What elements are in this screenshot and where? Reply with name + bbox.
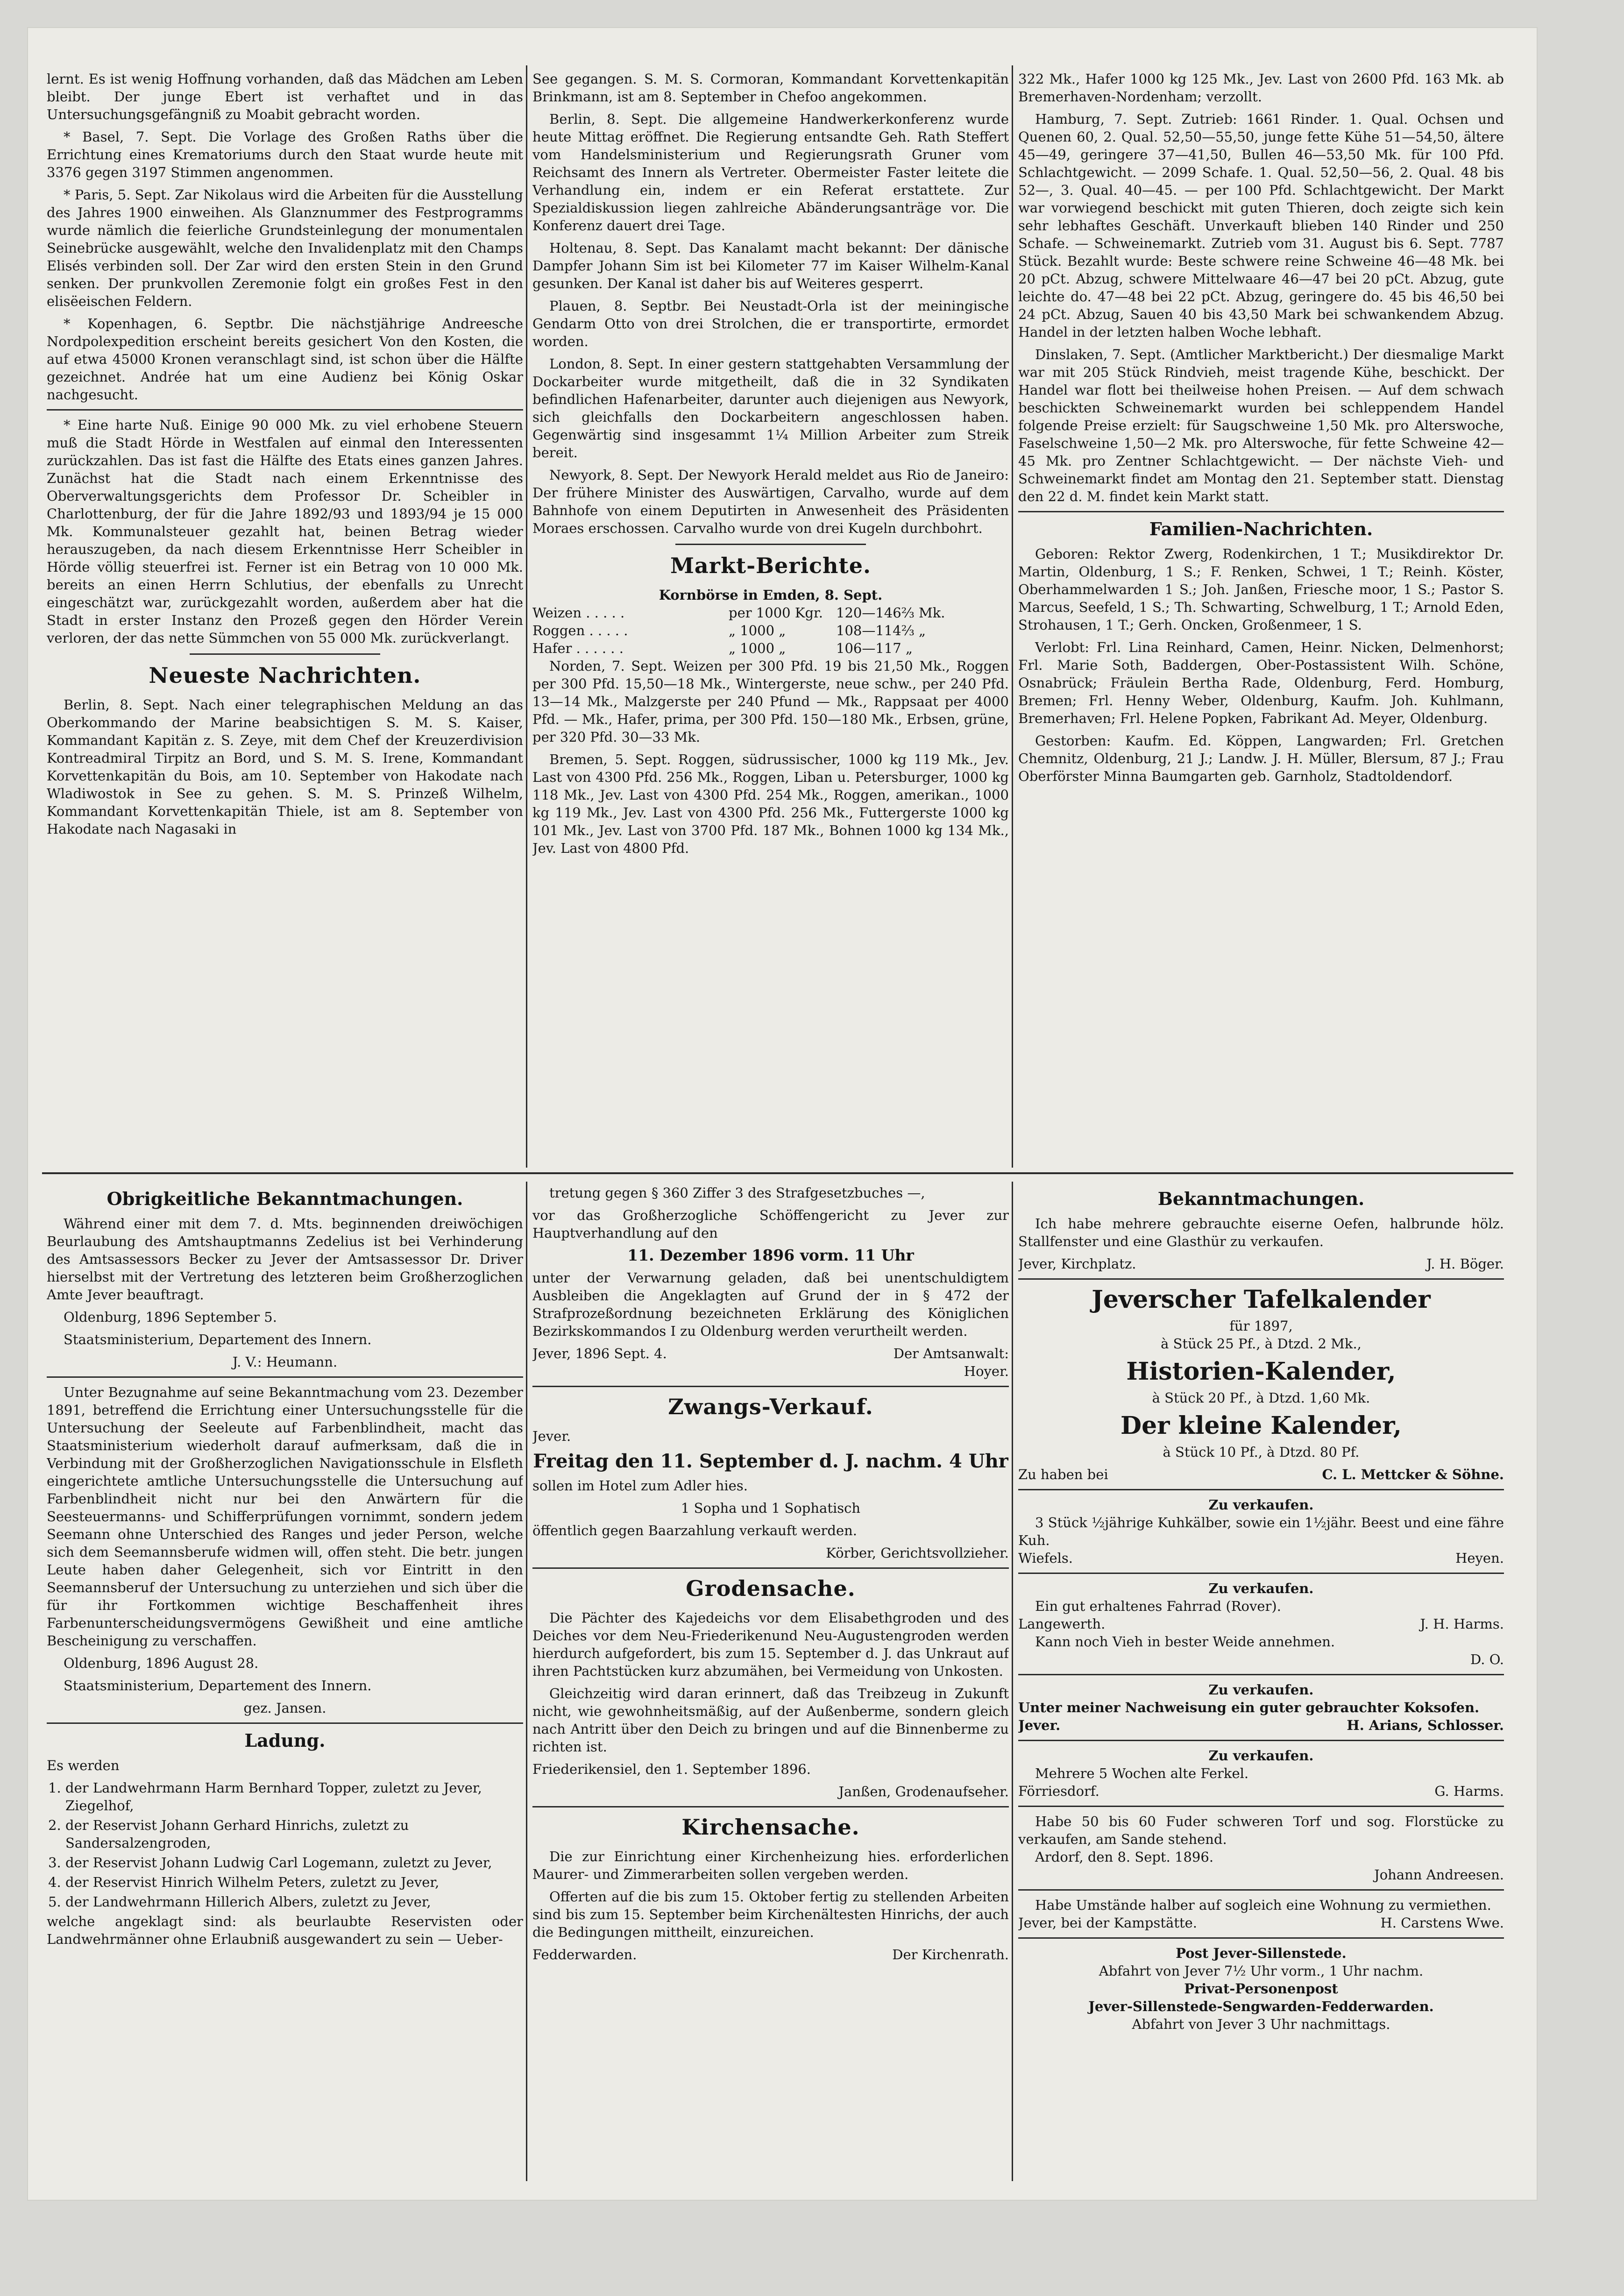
divider [532,1806,1009,1807]
section-heading: Obrigkeitliche Bekanntmachungen. [106,1188,463,1209]
article-kopenhagen: * Kopenhagen, 6. Septbr. Die nächstjährige Andreesche Nordpolexpedition erscheint bereits gesichert Von den Kosten, die auf etwa 45000 Kronen veranschlagt sind, ist schon über die Hälfte gezeichnet. Andrée hat um eine Audienz bei König Oskar nachgesucht. [47,316,523,403]
top-column-1 [47,70,523,843]
newspaper-page [28,28,1537,2200]
column-rule [1012,1182,1013,2181]
column-rule [526,1182,527,2181]
calendar-sub: à Stück 10 Pf., à Dtzd. 80 Pf. [1163,1444,1360,1460]
sign-place: Jever, Kirchplatz. [1018,1256,1136,1272]
notice-authority: Staatsministerium, Departement des Innern. [64,1332,372,1347]
ad-title: Zu verkaufen. [1208,1682,1314,1698]
table-row: Hafer . . . . . . „ 1000 „ 106—117 „ [532,640,913,656]
divider [1018,1740,1504,1741]
signature-row [1018,1466,1504,1483]
post-title: Post Jever-Sillenstede. [1176,1945,1347,1961]
sign-name: J. H. Böger. [1426,1256,1504,1272]
article-norden: Norden, 7. Sept. Weizen per 300 Pfd. 19 bis 21,50 Mk., Roggen per 300 Pfd. 15,50—18 Mk., Wintergerste, neue schw., per 240 Pfd. 13—14 Mk., Malzgerste per 240 Pfund — Mk., Rappsaat per 4000 Pfd. — Mk., Hafer, prima, per 300 Pfd. 150—180 Mk., Erbsen, grüne, per 320 Pfd. 30—33 Mk. [532,658,1009,745]
sign-place: Friederikensiel, den 1. September 1896. [532,1761,811,1777]
post-route: Jever-Sillenstede-Sengwarden-Fedderwarden. [1088,1998,1434,2014]
family-births: Geboren: Rektor Zwerg, Rodenkirchen, 1 T.; Musikdirektor Dr. Martin, Oldenburg, 1 S.; F. Renken, Schwei, 1 T.; Reinh. Köster, Oberhammelwarden 1 S.; Joh. Janßen, Friesche moor, 1 S.; Pastor S. Marcus, Seefeld, 1 S.; Th. Schwarting, Schwelburg, 1 T.; Arnold Eden, Strohausen, 1 T.; Gerh. Oncken, Großenmeer, 1 S. [1018,546,1504,633]
sign-name: Hoyer. [964,1363,1009,1379]
article-london: London, 8. Sept. In einer gestern stattgehabten Versammlung der Dockarbeiter wurde mitgetheilt, daß die in 32 Syndikaten befindlichen Hafenarbeiter, darunter auch diejenigen aus Newyork, sich gleichfalls den Dockarbeitern angeschlossen haben. Gegenwärtig sind insgesammt 1¼ Million Arbeiter zum Streik bereit. [532,356,1009,461]
divider [532,1567,1009,1569]
classified-ad [1018,1896,1504,1932]
article-text: lernt. Es ist wenig Hoffnung vorhanden, daß das Mädchen am Leben bleibt. Der junge Ebert ist verhaftet und in das Untersuchungsgefängniß zu Moabit gebracht worden. [47,71,523,122]
divider [1018,511,1504,512]
ad-text: 3 Stück ½jährige Kuhkälber, sowie ein 1½jähr. Beest und eine fähre Kuh. [1018,1515,1504,1548]
sign-place: Jever, 1896 Sept. 4. [532,1346,667,1361]
signature-row: Förriesdorf. G. Harms. [1018,1783,1504,1799]
bottom-column-1 [47,1184,523,1953]
calendar-title: Jeverscher Tafelkalender [1092,1285,1431,1314]
classified-ad [1018,1633,1504,1668]
hearing-date: 11. Dezember 1896 vorm. 11 Uhr [627,1246,914,1264]
divider [190,653,380,655]
auction-date: Freitag den 11. September d. J. nachm. 4 Uhr [533,1450,1008,1472]
article-basel: * Basel, 7. Sept. Die Vorlage des Großen Raths über die Errichtung eines Krematoriums durch den Staat wurde heute mit 3376 gegen 3197 Stimmen angenommen. [47,129,523,180]
calendar-title: Der kleine Kalender, [1120,1411,1402,1440]
classified-ad [1018,1580,1504,1633]
signature-row [532,1946,1009,1963]
divider [532,1386,1009,1387]
list-item: 1. der Landwehrmann Harm Bernhard Topper, zuletzt zu Jever, Ziegelhof, [65,1779,523,1814]
notice-signature: J. V.: Heumann. [232,1354,338,1370]
column-rule [1012,65,1013,1168]
notice-text: sollen im Hotel zum Adler hies. [532,1478,748,1494]
list-item: 3. der Reservist Johann Ludwig Carl Logemann, zuletzt zu Jever, [65,1854,523,1871]
article-newyork: Newyork, 8. Sept. Der Newyork Herald meldet aus Rio de Janeiro: Der frühere Minister des Auswärtigen, Carvalho, wurde auf dem Bahnhofe von einem Deputirten in Anwesenheit des Präsidenten Moraes erschossen. Carvalho wurde von drei Kugeln durchbohrt. [532,467,1009,536]
article-hamburg: Hamburg, 7. Sept. Zutrieb: 1661 Rinder. 1. Qual. Ochsen und Quenen 60, 2. Qual. 52,50—55,50, junge fette Kühe 51—54,50, ältere 45—49, geringere 37—41,50, Bullen 46—53,50 Mk. für 100 Pfd. Schlachtgewicht. — 2099 Schafe. 1. Qual. 52,50—56, 2. Qual. 48 bis 52—, 3. Qual. 40—45. — per 100 Pfd. Schlachtgewicht. Der Markt war vorwiegend beschickt mit guten Thieren, doch zeigte sich kein sehr lebhaftes Geschäft. Unverkauft blieben 140 Rinder und 250 Schafe. — Schweinemarkt. Zutrieb vom 31. August bis 6. Sept. 7787 Stück. Bezahlt wurde: Beste schwere reine Schweine 46—48 Mk. bei 20 pCt. Abzug, schwere Mittelwaare 46—47 bei 20 pCt. Abzug, gute leichte do. 47—48 bei 22 pCt. Abzug, geringere do. 45 bis 46,50 bei 24 pCt. Abzug, Sauen 40 bis 43,50 Mark bei schwankendem Abzug. Handel in der letzten halben Woche lebhaft. [1018,111,1504,340]
ad-text: Habe 50 bis 60 Fuder schweren Torf und sog. Florstücke zu verkaufen, am Sande stehend. [1018,1814,1504,1847]
divider [1018,1889,1504,1891]
list-item: 4. der Reservist Hinrich Wilhelm Peters, zuletzt zu Jever, [65,1873,523,1891]
section-heading: Ladung. [244,1730,326,1751]
notice-signature: gez. Jansen. [243,1700,326,1716]
table-row: Roggen . . . . . „ 1000 „ 108—114⅔ „ [532,623,926,638]
section-heading: Zwangs-Verkauf. [668,1394,873,1419]
section-heading: Neueste Nachrichten. [149,663,421,688]
table-row: Weizen . . . . . per 1000 Kgr. 120—146⅔ Mk. [532,605,945,621]
calendar-title: Historien-Kalender, [1126,1357,1396,1386]
list-item: 5. der Landwehrmann Hillerich Albers, zuletzt zu Jever, [65,1893,523,1911]
notice-authority: Staatsministerium, Departement des Innern. [64,1678,372,1694]
divider [47,409,523,411]
section-heading: Grodensache. [686,1576,856,1601]
notice-text: welche angeklagt sind: als beurlaubte Reservisten oder Landwehrmänner ohne Erlaubniß ausgewandert zu sein — Ueber- [47,1913,523,1947]
section-divider [42,1172,1513,1174]
notice-date: Oldenburg, 1896 September 5. [64,1309,277,1325]
ad-title: Zu verkaufen. [1208,1497,1314,1513]
article-harte-nuss: * Eine harte Nuß. Einige 90 000 Mk. zu viel erhobene Steuern muß die Stadt Hörde in Westfalen auf einmal den Interessenten zurückzahlen. Das ist fast die Hälfte des Etats eines ganzen Jahres. Zunächst hat die Stadt nach einem Erkenntnisse des Oberverwaltungsgerichts dem Professor Dr. Scheibler in Charlottenburg, der für die Jahre 1892/93 und 1893/94 je 15 000 Mk. Kommunalsteuer gezahlt hat, beinen Betrag wieder herauszugeben, da nach diesem Erkenntnisse Herr Scheibler in Hörde völlig steuerfrei ist. Ferner ist ein Betrag von 10 000 Mk. bereits an einen Herrn Schlutius, der ebenfalls zu Unrecht eingeschätzt war, zurückgezahlt worden, außerdem aber hat die Stadt in erster Instanz den Prozeß gegen den Hörder Verein verloren, der das nette Sümmchen von 55 000 Mk. zurückverlangt. [47,417,523,646]
notice-text: Gleichzeitig wird daran erinnert, daß das Treibzeug in Zukunft nicht, wie gewohnheitsmäßig, auf der Außenberme, sondern gleich nach Antritt über den Deich zu bringen und auf die Binnenberme zu richten ist. [532,1686,1009,1755]
sign-name: Körber, Gerichtsvollzieher. [826,1545,1009,1561]
ad-title: Zu verkaufen. [1208,1748,1314,1764]
sign-name: C. L. Mettcker & Söhne. [1322,1467,1504,1482]
grain-table [532,604,1009,657]
column-rule [526,65,527,1168]
notice-text: Die Pächter des Kajedeichs vor dem Elisabethgroden und des Deiches vor dem Neu-Friederikenund Neu-Augustengroden werden hierdurch aufgefordert, bis zum 15. September d. J. das Unkraut auf ihren Pachtstücken kurz abzumähen, bei Vermeidung von Unkosten. [532,1610,1009,1679]
notice-text: Es werden [47,1757,120,1773]
family-engagements: Verlobt: Frl. Lina Reinhard, Camen, Heinr. Nicken, Delmenhorst; Frl. Marie Soth, Baddergen, Ober-Postassistent Wilh. Schöne, Osnabrück; Fräulein Bertha Rade, Oldenburg, Ferd. Homburg, Bremen; Frl. Henny Weber, Oldenburg, Kaufm. Joh. Kuhlmann, Bremerhaven; Frl. Helene Popken, Fabrikant Ad. Meyer, Oldenburg. [1018,639,1504,726]
ad-text: Unter meiner Nachweisung ein guter gebrauchter Koksofen. [1018,1700,1480,1715]
post-schedule: Abfahrt von Jever 3 Uhr nachmittags. [1132,2016,1390,2032]
notice-date: Oldenburg, 1896 August 28. [64,1655,259,1671]
calendar-sub: à Stück 20 Pf., à Dtzd. 1,60 Mk. [1152,1390,1370,1406]
classified-ad [1018,1813,1504,1884]
top-column-3 [1018,70,1504,790]
divider [1018,1573,1504,1574]
signature-row: Johann Andreesen. [1374,1867,1504,1883]
article-berlin: Berlin, 8. Sept. Die allgemeine Handwerkerkonferenz wurde heute Mittag eröffnet. Die Regierung entsandte Geh. Rath Steffert vom Handelsministerium und Regierungsrath Gruner vom Reichsamt des Innern als Vertreter. Obermeister Faster leitete die Verhandlung ein, indem er ein Referat erstattete. Zur Spezialdiskussion liegen zahlreiche Abänderungsanträge vor. Die Konferenz dauert drei Tage. [532,111,1009,234]
notice-text: Die zur Einrichtung einer Kirchenheizung hies. erforderlichen Maurer- und Zimmerarbeiten sollen vergeben werden. [532,1849,1009,1882]
divider [1018,1278,1504,1280]
ad-text: Ich habe mehrere gebrauchte eiserne Oefen, halbrunde hölz. Stallfenster und eine Glasthür zu verkaufen. [1018,1216,1504,1249]
article-text: See gegangen. S. M. S. Cormoran, Kommandant Korvettenkapitän Brinkmann, ist am 8. September in Chefoo angekommen. [532,71,1009,105]
signature-row [1018,1255,1504,1273]
ad-text: Habe Umstände halber auf sogleich eine Wohnung zu vermiethen. [1035,1897,1491,1913]
section-heading: Familien-Nachrichten. [1149,518,1373,539]
auction-place: Jever. [532,1428,571,1444]
classified-ad [1018,1496,1504,1567]
article-holtenau: Holtenau, 8. Sept. Das Kanalamt macht bekannt: Der dänische Dampfer Johann Sim ist bei Kilometer 77 im Kaiser Wilhelm-Kanal gesunken. Der Kanal ist daher bis auf Weiteres gesperrt. [532,240,1009,291]
ad-text: Mehrere 5 Wochen alte Ferkel. [1035,1765,1249,1781]
sign-place: Zu haben bei [1018,1467,1108,1482]
signature-row: Jever. H. Arians, Schlosser. [1018,1717,1504,1733]
notice-text: unter der Verwarnung geladen, daß bei unentschuldigtem Ausbleiben die Angeklagten auf Grund der in § 472 der Strafprozeßordnung bezeichneten Erklärung des Königlichen Bezirkskommandos I zu Oldenburg werden verurtheilt werden. [532,1270,1009,1339]
section-heading: Markt-Berichte. [670,553,871,578]
sign-name: Janßen, Grodenaufseher. [838,1784,1009,1800]
ad-title: Zu verkaufen. [1208,1580,1314,1596]
calendar-sub: für 1897, [1229,1318,1293,1334]
sign-name: Der Kirchenrath. [892,1947,1009,1963]
notice-text: Während einer mit dem 7. d. Mts. beginnenden dreiwöchigen Beurlaubung des Amtshauptmanns Zedelius ist bei Verhinderung des Amtsassessors Becker zu Jever der Amtsassessor Dr. Driver hierselbst mit der Vertretung des letzteren beim Großherzoglichen Amte Jever beauftragt. [47,1216,523,1303]
sign-role: Der Amtsanwalt: [893,1346,1009,1361]
bottom-column-3 [1018,1184,1504,2038]
summons-list [47,1779,523,1911]
article-paris: * Paris, 5. Sept. Zar Nikolaus wird die Arbeiten für die Ausstellung des Jahres 1900 einweihen. Als Glanznummer des Festprogramms wurde nämlich die feierliche Grundsteinlegung der monumentalen Seinebrücke ausgewählt, welche den Invalidenplatz mit den Champs Elisés verbinden soll. Der Zar wird den ersten Stein in den Grund senken. Der prunkvollen Zeremonie folgt ein großes Fest in den elisëeischen Feldern. [47,187,523,309]
top-column-2 [532,70,1009,862]
signature-row: Langewerth. J. H. Harms. [1018,1616,1504,1632]
list-item: 2. der Reservist Johann Gerhard Hinrichs, zuletzt zu Sandersalzengroden, [65,1816,523,1852]
family-deaths: Gestorben: Kaufm. Ed. Köppen, Langwarden; Frl. Gretchen Chemnitz, Oldenburg, 21 J.; Landw. J. H. Müller, Blersum, 87 J.; Frau Oberförster Minna Baumgarten geb. Garnholz, Stadtoldendorf. [1018,733,1504,784]
divider [47,1376,523,1378]
article-bremen: Bremen, 5. Sept. Roggen, südrussischer, 1000 kg 119 Mk., Jev. Last von 4300 Pfd. 256 Mk., Roggen, Liban u. Petersburger, 1000 kg 118 Mk., Jev. Last von 4300 Pfd. 254 Mk., Roggen, amerikan., 1000 kg 119 Mk., Jev. Last von 4300 Pfd. 256 Mk., Futtergerste 1000 kg 101 Mk., Jev. Last von 3700 Pfd. 187 Mk., Bohnen 1000 kg 134 Mk., Jev. Last von 4800 Pfd. [532,751,1009,856]
bottom-column-2 [532,1184,1009,1963]
notice-text: öffentlich gegen Baarzahlung verkauft werden. [532,1523,858,1538]
signature-row: D. O. [1470,1651,1504,1667]
ad-text: Kann noch Vieh in bester Weide annehmen. [1035,1634,1335,1650]
divider [1018,1937,1504,1939]
signature-row: Jever, bei der Kampstätte. H. Carstens Wwe. [1018,1915,1504,1931]
classified-ad [1018,1747,1504,1800]
divider [675,544,866,545]
divider [1018,1674,1504,1675]
post-schedule: Abfahrt von Jever 7½ Uhr vorm., 1 Uhr nachm. [1099,1963,1424,1979]
section-heading: Kirchensache. [681,1814,860,1840]
notice-text: Unter Bezugnahme auf seine Bekanntmachung vom 23. Dezember 1891, betreffend die Errichtung einer Untersuchungsstelle für die Untersuchung der Seeleute auf Farbenblindheit, macht das Staatsministerium wiederholt darauf aufmerksam, daß die in Verbindung mit der Großherzoglichen Navigationsschule in Elsfleth eingerichtete amtliche Untersuchungsstelle die Untersuchung auf Farbenblindheit nicht nur bei den Anwärtern für die Seesteuermanns- und Schifferprüfungen vornimmt, sondern jedem Seemann ohne Unterschied des Ranges und jeder Person, welche sich dem Seemannsberufe widmen will, offen steht. Die betr. jungen Leute haben daher Gelegenheit, sich vor Eintritt in den Seemannsberuf der Untersuchung zu unterziehen und sich über die für ihr Fortkommen wichtige Beschaffenheit ihres Farbenunterscheidungsvermögens Gewißheit und eine amtliche Bescheinigung zu verschaffen. [47,1384,523,1649]
article-dinslaken: Dinslaken, 7. Sept. (Amtlicher Marktbericht.) Der diesmalige Markt war mit 205 Stück Rindvieh, meist tragende Kühe, beschickt. Der Handel war flott bei theilweise hohen Preisen. — Auf dem schwach beschickten Schweinemarkt wurden bei schleppendem Handel folgende Preise erzielt: für Saugschweine 1,50 Mk. pro Alterswoche, Faselschweine 1,50—2 Mk. pro Alterswoche, für fette Schweine 42—45 Mk. pro Zentner Schlachtgewicht. — Der nächste Vieh- und Schweinemarkt findet am Montag den 21. September statt. Dienstag den 22 d. M. findet kein Markt statt. [1018,347,1504,504]
article-berlin: Berlin, 8. Sept. Nach einer telegraphischen Meldung an das Oberkommando der Marine beabsichtigen S. M. S. Kaiser, Kommandant Kapitän z. S. Zeye, mit dem Chef der Kreuzerdivision Kontreadmiral Tirpitz an Bord, und S. M. S. Irene, Kommandant Korvettenkapitän du Bois, am 10. September von Hakodate nach Wladiwostok in See zu gehen. S. M. S. Prinzeß Wilhelm, Kommandant Korvettenkapitän Thiele, ist am 8. September von Hakodate nach Nagasaki in [47,697,523,837]
notice-text: tretung gegen § 360 Ziffer 3 des Strafgesetzbuches —, [549,1185,925,1201]
signature-row [532,1345,1009,1362]
divider [1018,1806,1504,1807]
calendar-sub: à Stück 25 Pf., à Dtzd. 2 Mk., [1161,1336,1362,1352]
grain-title: Kornbörse in Emden, 8. Sept. [659,587,883,603]
post-title: Privat-Personenpost [1184,1981,1338,1997]
ad-text: Ardorf, den 8. Sept. 1896. [1035,1849,1214,1865]
notice-text: 1 Sopha und 1 Sophatisch [681,1500,861,1516]
sign-place: Fedderwarden. [532,1947,637,1963]
ad-text: Ein gut erhaltenes Fahrrad (Rover). [1035,1598,1281,1614]
notice-text: vor das Großherzogliche Schöffengericht zu Jever zur Hauptverhandlung auf den [532,1207,1009,1241]
divider [1018,1489,1504,1490]
divider [47,1722,523,1724]
section-heading: Bekanntmachungen. [1157,1188,1365,1209]
article-text: 322 Mk., Hafer 1000 kg 125 Mk., Jev. Last von 2600 Pfd. 163 Mk. ab Bremerhaven-Nordenham; verzollt. [1018,71,1504,105]
classified-ad [1018,1681,1504,1734]
notice-text: Offerten auf die bis zum 15. Oktober fertig zu stellenden Arbeiten sind bis zum 15. September beim Kirchenältesten Hinrichs, der auch die Bedingungen mittheilt, einzureichen. [532,1889,1009,1940]
article-plauen: Plauen, 8. Septbr. Bei Neustadt-Orla ist der meiningische Gendarm Otto von drei Strolchen, die er transportirte, ermordet worden. [532,298,1009,349]
signature-row: Wiefels. Heyen. [1018,1550,1504,1566]
